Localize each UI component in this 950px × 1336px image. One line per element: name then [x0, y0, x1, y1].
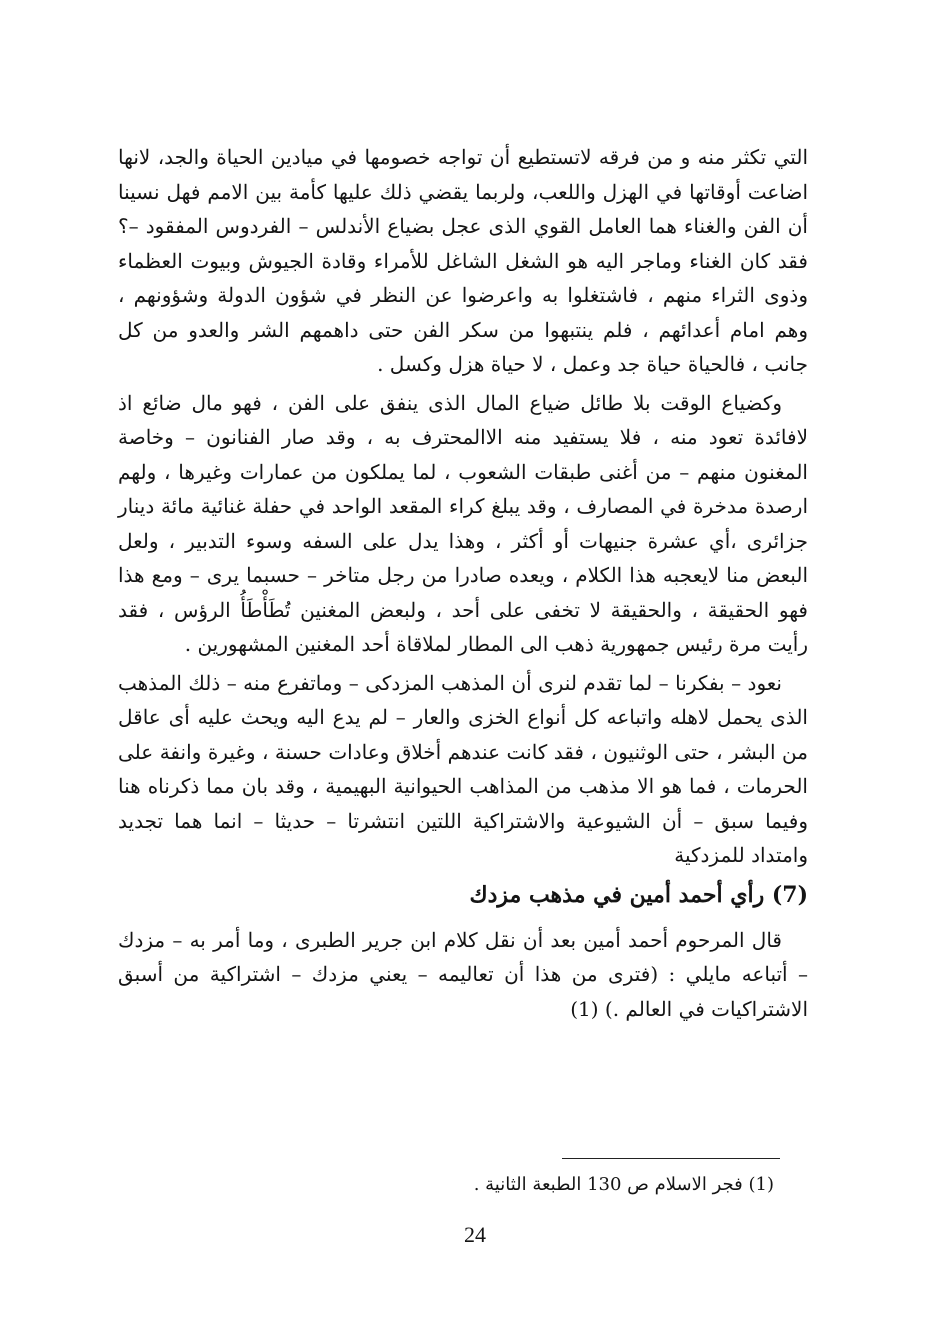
paragraph-1: التي تكثر منه و من فرقه لاتستطيع أن تواجه خصومها في ميادين الحياة والجد، لانها اضاعت أوقاتها في الهزل واللعب، ولربما يقضي ذلك عليها كأمة بين الامم فهل نسينا أن الفن والغناء هما العامل القوي الذى عجل بضياع الأندلس – الفردوس المفقود –؟ فقد كان الغناء وماجر اليه هو الشغل الشاغل للأمراء وقادة الجيوش وبيوت العظماء وذوى الثراء منهم ، فاشتغلوا به واعرضوا عن النظر في شؤون الدولة وشؤونهم ، وهم امام أعدائهم ، فلم ينتبهوا من سكر الفن حتى داهمهم الشر والعدو من كل جانب ، فالحياة حياة جد وعمل ، لا حياة هزل وكسل . — [118, 145, 808, 376]
page-number: 24 — [464, 1222, 486, 1247]
paragraph-3: نعود – بفكرنا – لما تقدم لنرى أن المذهب المزدكى – وماتفرع منه – ذلك المذهب الذى يحمل لاهله واتباعه كل أنواع الخزى والعار – لم يدع اليه ويحث عليه أى عاقل من البشر ، حتى الوثنيون ، فقد كانت عندهم أخلاق وعادات حسنة ، وغيرة وانفة على الحرمات ، فما هو الا مذهب من المذاهب الحيوانية البهيمية ، وقد بان مما ذكرناه هنا وفيما سبق – أن الشيوعية والاشتراكية اللتين انتشرتا – حديثا – انما هما تجديد وامتداد للمزدكية — [118, 670, 808, 867]
body-text — [118, 140, 808, 1030]
paragraph-2: وكضياع الوقت بلا طائل ضياع المال الذى ينفق على الفن ، فهو مال ضائع اذ لافائدة تعود منه ، فلا يستفيد منه الاالمحترف به ، وقد صار الفنانون – وخاصة المغنون منهم – من أغنى طبقات الشعوب ، لما يملكون من عمارات وغيرها ، ولهم ارصدة مدخرة في المصارف ، وقد يبلغ كراء المقعد الواحد في حفلة غنائية مائة دينار جزائرى ،أي عشرة جنيهات أو أكثر ، وهذا يدل على السفه وسوء التدبير ، ولعل البعض منا لايعجبه هذا الكلام ، ويعده صادرا من رجل متاخر – حسبما يرى – ومع هذا فهو الحقيقة ، والحقيقة لا تخفى على أحد ، ولبعض المغنين تُطَأْطَأُ الرؤس ، فقد رأيت مرة رئيس جمهورية ذهب الى المطار لملاقاة أحد المغنين المشهورين . — [118, 390, 808, 656]
paragraph-4: قال المرحوم أحمد أمين بعد أن نقل كلام ابن جرير الطبرى ، وما أمر به – مزدك – أتباعه مايلي : (فترى من هذا أن تعاليمه – يعني مزدك – اشتراكية من أسبق الاشتراكيات في العالم .) (1) — [118, 927, 808, 1021]
footnote-divider — [562, 1158, 780, 1159]
section-heading: (7) رأي أحمد أمين في مذهب مزدك — [469, 881, 808, 908]
footnote: (1) فجر الاسلام ص 130 الطبعة الثانية . — [473, 1174, 774, 1195]
